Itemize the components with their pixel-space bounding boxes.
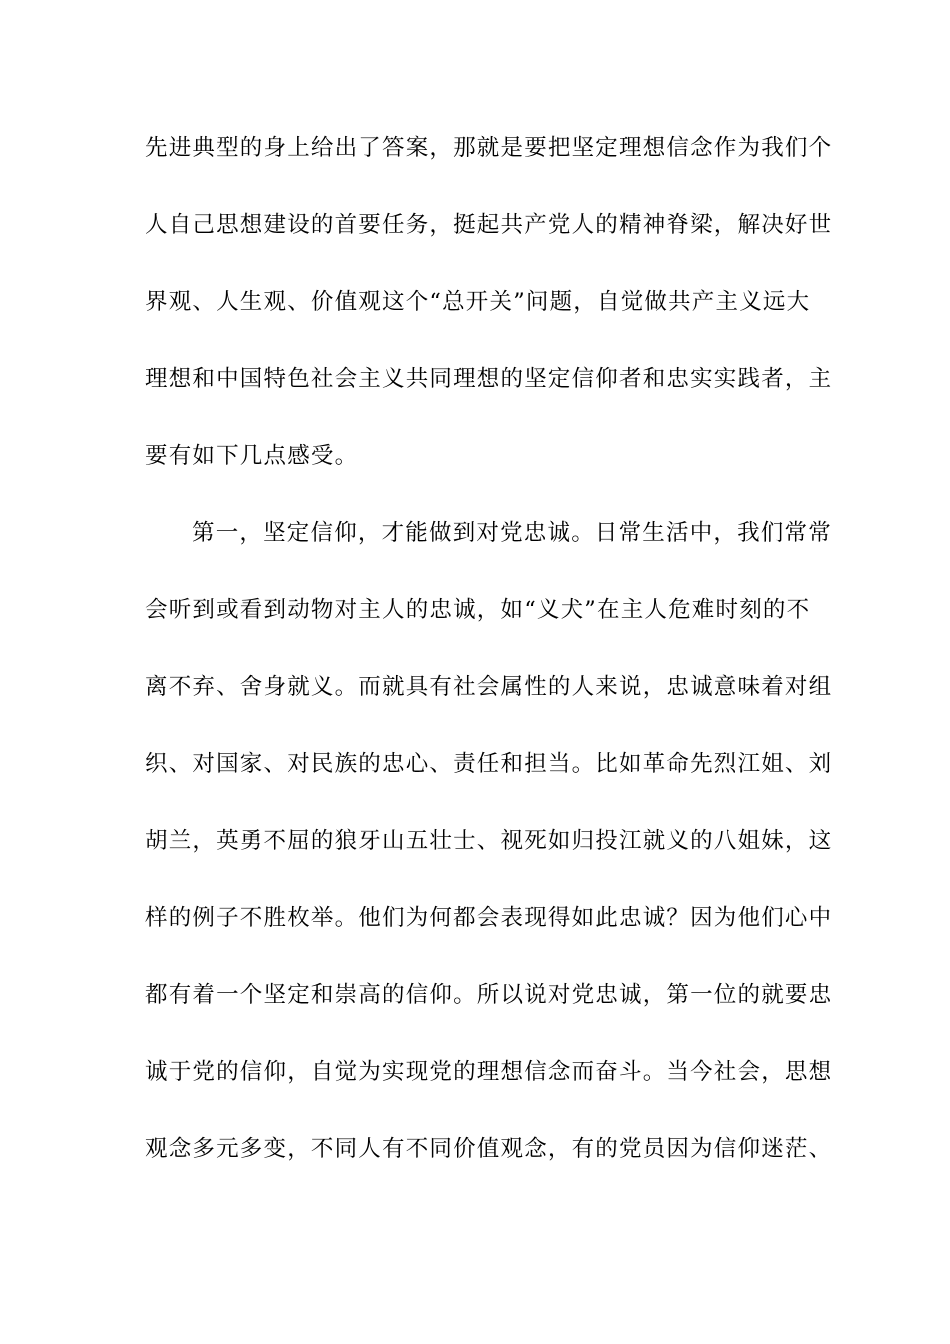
text-line: 织、对国家、对民族的忠心、责任和担当。比如革命先烈江姐、刘 [145,751,833,777]
text-line: 都有着一个坚定和崇高的信仰。所以说对党忠诚，第一位的就要忠 [145,982,833,1008]
text-line: 离不弃、舍身就义。而就具有社会属性的人来说，忠诚意味着对组 [145,674,833,700]
text-line: 胡兰，英勇不屈的狼牙山五壮士、视死如归投江就义的八姐妹，这 [145,828,833,854]
text-line: 会听到或看到动物对主人的忠诚，如“义犬”在主人危难时刻的不 [145,597,811,623]
text-line: 样的例子不胜枚举。他们为何都会表现得如此忠诚？因为他们心中 [145,905,833,931]
text-line: 诚于党的信仰，自觉为实现党的理想信念而奋斗。当今社会，思想 [145,1059,833,1085]
text-line: 理想和中国特色社会主义共同理想的坚定信仰者和忠实实践者，主 [145,366,833,392]
text-line: 先进典型的身上给出了答案，那就是要把坚定理想信念作为我们个 [145,135,833,161]
text-line: 人自己思想建设的首要任务，挺起共产党人的精神脊梁，解决好世 [145,212,833,238]
text-line: 要有如下几点感受。 [145,443,359,469]
text-line: 界观、人生观、价值观这个“总开关”问题，自觉做共产主义远大 [145,289,811,315]
text-line: 第一，坚定信仰，才能做到对党忠诚。日常生活中，我们常常 [192,520,832,546]
text-line: 观念多元多变，不同人有不同价值观念，有的党员因为信仰迷茫、 [145,1136,833,1162]
